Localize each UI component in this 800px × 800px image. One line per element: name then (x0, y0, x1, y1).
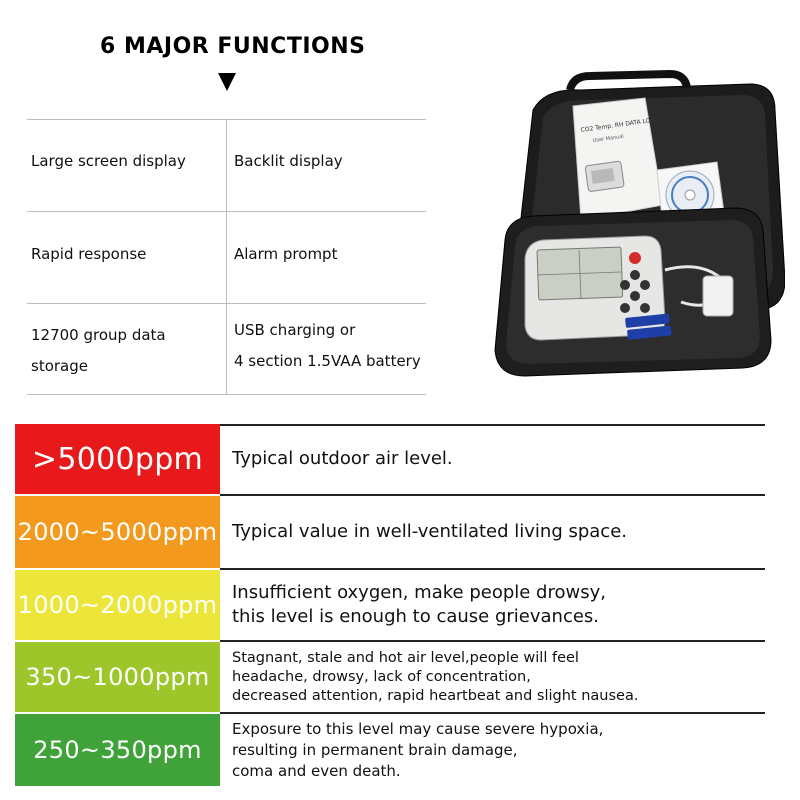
feature-cell: 12700 group data storage (31, 326, 166, 375)
feature-cell: Alarm prompt (234, 245, 338, 263)
level-row (15, 714, 765, 786)
level-label-text: 1000~2000ppm (17, 591, 218, 619)
level-label (15, 570, 220, 640)
feature-cell: USB charging or 4 section 1.5VAA battery (234, 321, 421, 370)
level-label (15, 642, 220, 712)
level-row (15, 570, 765, 640)
level-label-text: 2000~5000ppm (17, 518, 218, 546)
table-column-divider (226, 119, 227, 395)
user-manual (573, 98, 668, 220)
product-case-image (485, 70, 785, 380)
level-row (15, 642, 765, 712)
level-label-text: 350~1000ppm (25, 663, 210, 691)
feature-cell: Large screen display (31, 152, 186, 170)
level-label-text: >5000ppm (31, 441, 204, 477)
level-description: Stagnant, stale and hot air level,people will feel headache, drowsy, lack of concentration, decreased attention, rapid heartbeat and slight nausea. (232, 649, 639, 704)
row-divider (220, 712, 765, 714)
level-label (15, 424, 220, 494)
level-row (15, 424, 765, 494)
row-divider (220, 640, 765, 642)
svg-text:User Manual: User Manual (592, 133, 625, 144)
level-label (15, 714, 220, 786)
feature-cell: Rapid response (31, 245, 147, 263)
svg-text:CO2 Temp. RH DATA LOGGER: CO2 Temp. RH DATA LOGGER (580, 114, 668, 134)
level-description: Typical value in well-ventilated living space. (232, 521, 627, 542)
features-table (27, 119, 426, 395)
level-row (15, 496, 765, 568)
down-arrow-icon (218, 73, 236, 91)
level-label-text: 250~350ppm (33, 736, 202, 764)
level-description: Typical outdoor air level. (232, 448, 453, 469)
row-divider (220, 494, 765, 496)
feature-cell: Backlit display (234, 152, 343, 170)
level-description: Insufficient oxygen, make people drowsy, this level is enough to cause grievances. (232, 582, 606, 627)
co2-levels-table (15, 424, 765, 786)
section-title: 6 MAJOR FUNCTIONS (100, 34, 366, 59)
row-divider (220, 568, 765, 570)
level-label (15, 496, 220, 568)
row-divider (220, 424, 765, 426)
level-description: Exposure to this level may cause severe hypoxia, resulting in permanent brain damage, coma and even death. (232, 719, 604, 780)
